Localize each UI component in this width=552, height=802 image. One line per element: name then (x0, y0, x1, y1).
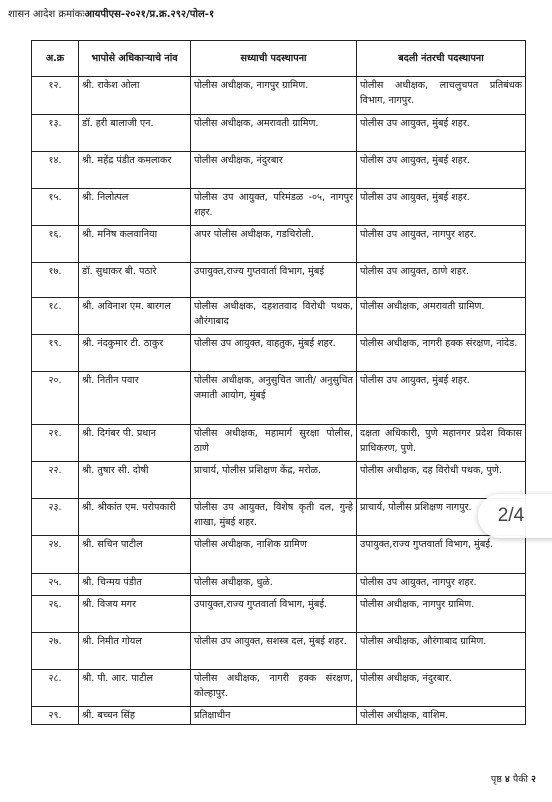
officer-name-cell: श्री. अविनाश एम. बारगल (79, 298, 191, 335)
table-row (32, 670, 526, 707)
officer-name-cell: श्री. महेंद्र पंडीत कमलाकर (79, 152, 191, 189)
current-posting-cell: पोलीस उप आयुक्त, परिमंडळ -०५, नागपुर शहर. (191, 189, 357, 226)
new-posting-cell: पोलीस अधीक्षक, नागपुर ग्रामिण. (357, 596, 526, 633)
header-current-posting: सध्याची पदस्थापना (191, 41, 357, 77)
table-row (32, 596, 526, 633)
new-posting-cell: पोलीस उप आयुक्त, मुंबई शहर. (357, 372, 526, 425)
table-row (32, 298, 526, 335)
new-posting-cell: पोलीस अधीक्षक, वाशिम. (357, 707, 526, 725)
header-officer-name: भापोसे अधिकाऱ्याचे नांव (79, 41, 191, 77)
current-posting-cell: अपर पोलीस अधीक्षक, गडचिरोली. (191, 226, 357, 263)
footer-prefix: पृष्ठ (490, 774, 502, 785)
serial-number-cell: २८. (32, 670, 79, 707)
current-posting-cell: पोलीस अधीक्षक, दहशतवाद विरोधी पथक, औरंगाबाद (191, 298, 357, 335)
current-posting-cell: पोलीस अधीक्षक, नाशिक ग्रामिण (191, 536, 357, 574)
current-posting-cell: उपायुक्त,राज्य गुप्तवार्ता विभाग, मुंबई (191, 263, 357, 298)
page-footer (491, 772, 536, 788)
table-row (32, 335, 526, 372)
new-posting-cell: पोलीस अधीक्षक, दह विरोधी पथक, पुणे. (357, 462, 526, 499)
new-posting-cell: पोलीस अधीक्षक, अमरावती ग्रामिण. (357, 298, 526, 335)
new-posting-cell: पोलीस उप आयुक्त, मुंबई शहर. (357, 189, 526, 226)
serial-number-cell: १५. (32, 189, 79, 226)
serial-number-cell: १६. (32, 226, 79, 263)
officer-name-cell: श्री. सचिन पाटील (79, 536, 191, 574)
officer-name-cell: श्री. चिन्मय पंडीत (79, 574, 191, 596)
serial-number-cell: १४. (32, 152, 79, 189)
new-posting-cell: पोलीस अधीक्षक, नागरी हक्क संरक्षण, नांदेड. (357, 335, 526, 372)
table-row (32, 189, 526, 226)
header-serial: अ.क्र (32, 41, 79, 77)
header-new-posting: बदली नंतरची पदस्थापना (357, 41, 526, 77)
serial-number-cell: २१. (32, 425, 79, 462)
new-posting-cell: पोलीस अधीक्षक, औरंगाबाद ग्रामिण. (357, 633, 526, 670)
table-row (32, 633, 526, 670)
officer-name-cell: श्री. विजय मगर (79, 596, 191, 633)
current-posting-cell: प्रतिक्षाधीन (191, 707, 357, 725)
table-row (32, 77, 526, 115)
current-posting-cell: पोलीस अधीक्षक, नागरी हक्क संरक्षण, कोल्हापुर. (191, 670, 357, 707)
new-posting-cell: उपायुक्त,राज्य गुप्तवार्ता विभाग, मुंबई. (357, 536, 526, 574)
table-row (32, 263, 526, 298)
serial-number-cell: २५. (32, 574, 79, 596)
officer-name-cell: श्री. श्रीकांत एम. परोपकारी (79, 499, 191, 536)
officer-name-cell: श्री. निलोत्पल (79, 189, 191, 226)
officer-name-cell: डॉ. हरी बालाजी एन. (79, 115, 191, 152)
new-posting-cell: दक्षता अधिकारी, पुणे महानगर प्रदेश विकास प्राधिकरण, पुणे. (357, 425, 526, 462)
current-posting-cell: उपायुक्त,राज्य गुप्तवार्ता विभाग, मुंबई. (191, 596, 357, 633)
table-header-row (32, 41, 526, 77)
current-posting-cell: पोलीस अधीक्षक, अनुसुचित जाती/ अनुसुचित जमाती आयोग, मुंबई (191, 372, 357, 425)
officer-name-cell: श्री. नितीन पवार (79, 372, 191, 425)
officer-name-cell: श्री. नंदकुमार टी. ठाकुर (79, 335, 191, 372)
table-body (32, 77, 526, 725)
table-row (32, 115, 526, 152)
officer-name-cell: श्री. पी. आर. पाटील (79, 670, 191, 707)
table-row (32, 226, 526, 263)
table-row (32, 462, 526, 499)
new-posting-cell: पोलीस अधीक्षक, नंदुरबार. (357, 670, 526, 707)
officer-name-cell: श्री. राकेश ओला (79, 77, 191, 115)
page-indicator: 2/4 (478, 494, 552, 538)
table-row (32, 152, 526, 189)
current-posting-cell: पोलीस अधीक्षक, अमरावती ग्रामिण. (191, 115, 357, 152)
new-posting-cell: पोलीस उप आयुक्त, मुंबई शहर. (357, 152, 526, 189)
current-posting-cell: पोलीस उप आयुक्त, वाहतुक, मुंबई शहर. (191, 335, 357, 372)
serial-number-cell: २०. (32, 372, 79, 425)
officer-name-cell: श्री. दिगंबर पी. प्रधान (79, 425, 191, 462)
officer-name-cell: श्री. निमीत गोयल (79, 633, 191, 670)
serial-number-cell: १८. (32, 298, 79, 335)
serial-number-cell: १२. (32, 77, 79, 115)
table-row (32, 372, 526, 425)
table-row (32, 707, 526, 725)
new-posting-cell: पोलीस उप आयुक्त, नागपुर शहर. (357, 574, 526, 596)
serial-number-cell: २४. (32, 536, 79, 574)
order-number-label: शासन आदेश क्रमांकः (8, 9, 85, 20)
footer-page: ४ (504, 774, 510, 785)
current-posting-cell: पोलीस अधीक्षक, धुळे. (191, 574, 357, 596)
serial-number-cell: २३. (32, 499, 79, 536)
officer-name-cell: श्री. बच्चन सिंह (79, 707, 191, 725)
serial-number-cell: १७. (32, 263, 79, 298)
table-row (32, 536, 526, 574)
officer-name-cell: डॉ. सुधाकर बी. पठारे (79, 263, 191, 298)
new-posting-cell: पोलीस उप आयुक्त, नागपुर शहर. (357, 226, 526, 263)
current-posting-cell: पोलीस अधीक्षक, नंदुरबार (191, 152, 357, 189)
serial-number-cell: २७. (32, 633, 79, 670)
serial-number-cell: २६. (32, 596, 79, 633)
serial-number-cell: १९. (32, 335, 79, 372)
table-row (32, 574, 526, 596)
table-row (32, 425, 526, 462)
officer-name-cell: श्री. मनिष कलवानिया (79, 226, 191, 263)
order-number: आयपीएस-२०२१/प्र.क्र.२९२/पोल-१ (84, 9, 215, 20)
officer-name-cell: श्री. तुषार सी. दोषी (79, 462, 191, 499)
new-posting-cell: प्राचार्य, पोलीस प्रशिक्षण नागपुर. (357, 499, 526, 536)
new-posting-cell: पोलीस उप आयुक्त, ठाणे शहर. (357, 263, 526, 298)
current-posting-cell: पोलीस उप आयुक्त, सशस्त्र दल, मुंबई शहर. (191, 633, 357, 670)
footer-total: २ (531, 774, 536, 785)
current-posting-cell: पोलीस अधीक्षक, महामार्ग सुरक्षा पोलीस, ठाणे (191, 425, 357, 462)
footer-middle: पैकी (512, 774, 529, 785)
serial-number-cell: १३. (32, 115, 79, 152)
serial-number-cell: २२. (32, 462, 79, 499)
transfer-table (31, 40, 526, 725)
current-posting-cell: पोलीस उप आयुक्त, विशेष कृती दल, गुन्हे शाखा, मुंबई शहर. (191, 499, 357, 536)
order-number-line (8, 4, 548, 26)
new-posting-cell: पोलीस अधीक्षक, लाचलुचपत प्रतिबंधक विभाग, नागपुर. (357, 77, 526, 115)
serial-number-cell: २९. (32, 707, 79, 725)
current-posting-cell: पोलीस अधीक्षक, नागपुर ग्रामिण. (191, 77, 357, 115)
current-posting-cell: प्राचार्य, पोलीस प्रशिक्षण केंद्र, मरोळ. (191, 462, 357, 499)
new-posting-cell: पोलीस उप आयुक्त, मुंबई शहर. (357, 115, 526, 152)
table-row (32, 499, 526, 536)
